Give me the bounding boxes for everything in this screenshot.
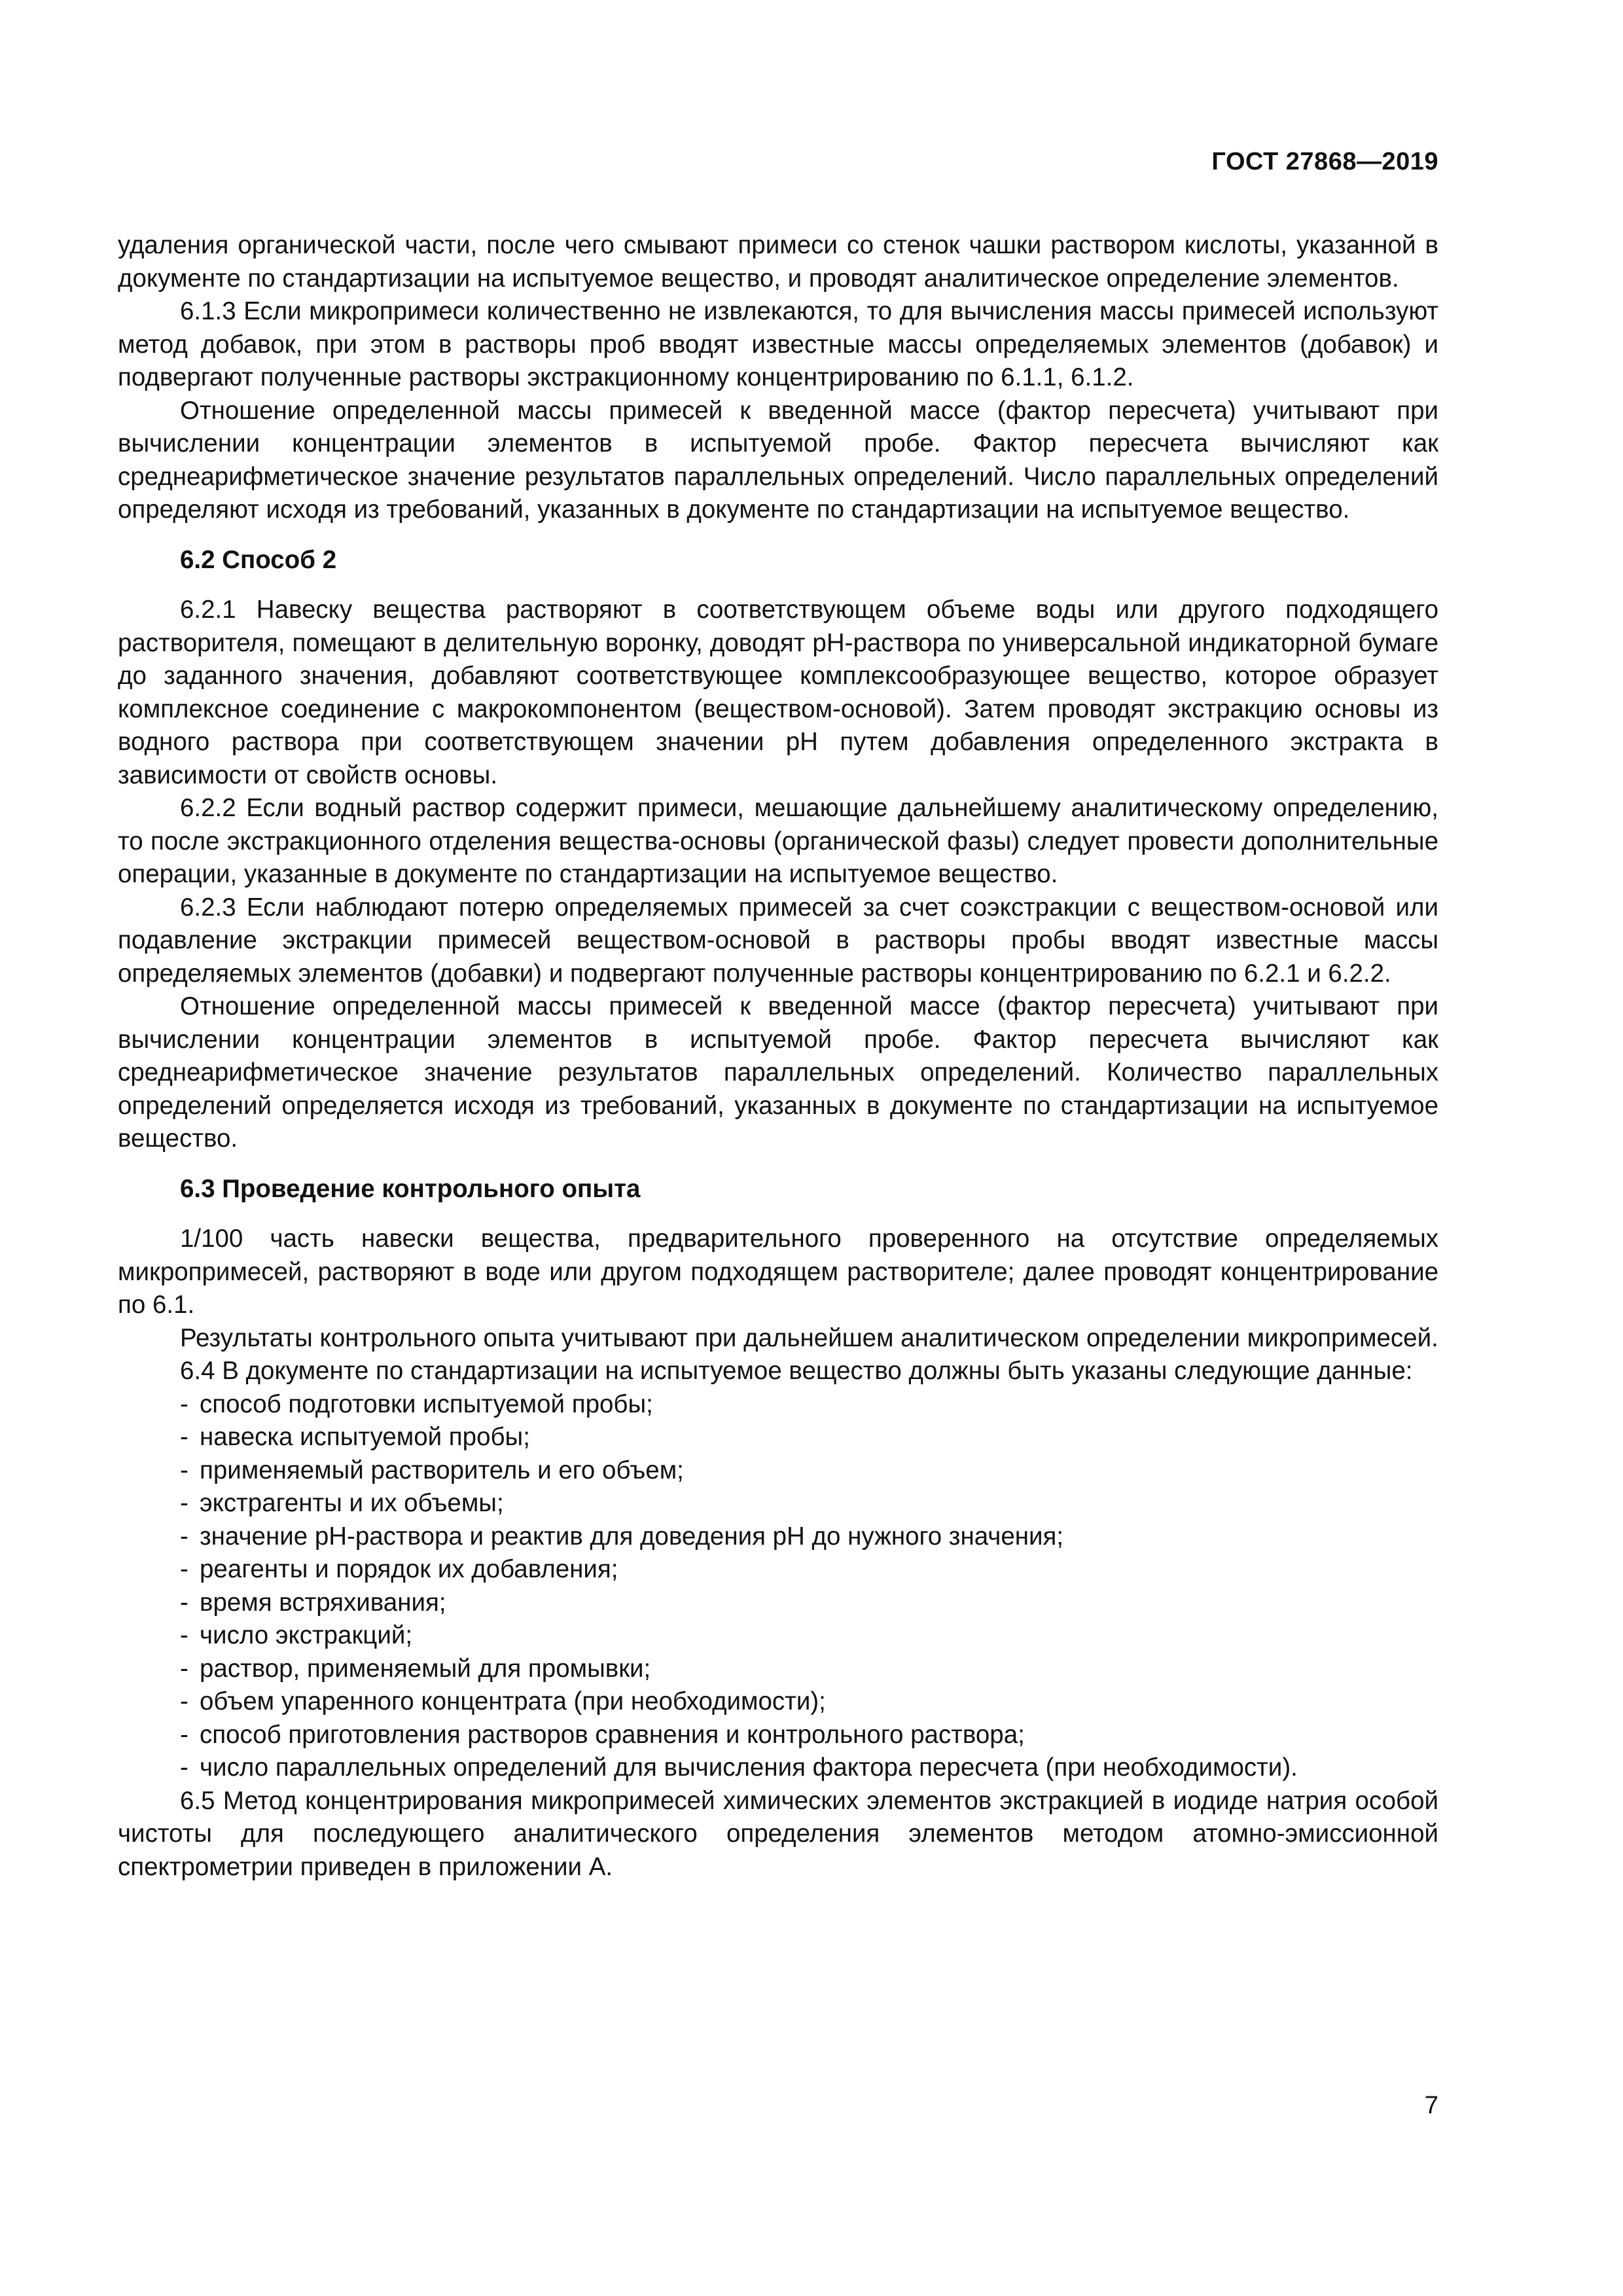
section-heading-6-2: 6.2 Способ 2 [180, 545, 337, 574]
list-item-text: навеска испытуемой пробы; [200, 1423, 530, 1451]
list-item [180, 1587, 1438, 1620]
paragraph-6-2-1: 6.2.1 Навеску вещества растворяют в соответствующем объеме воды или другого подходящего растворителя, помещают в делительную воронку, доводят pH-раствора по универсальной индикаторной бумаге до заданного значения, добавляют соответствующее комплексообразующее вещество, которое образует комплексное соединение с макрокомпонентом (веществом-основой). Затем проводят экстракцию основы из водного раствора при соответствующем значении pH путем добавления определенного экстракта в зависимости от свойств основы. [118, 596, 1438, 789]
page-number: 7 [1424, 2092, 1438, 2119]
list-item [180, 1719, 1438, 1752]
paragraph-6-3-b: Результаты контрольного опыта учитывают при дальнейшем аналитическом определении микропримесей. [180, 1323, 1438, 1352]
list-item-text: применяемый растворитель и его объем; [200, 1456, 684, 1484]
list-item-text: раствор, применяемый для промывки; [200, 1654, 651, 1683]
paragraph-6-5: 6.5 Метод концентрирования микропримесей химических элементов экстракцией в иодиде натрия особой чистоты для последующего аналитического определения элементов методом атомно-эмиссионной спектрометрии приведен в приложении А. [118, 1786, 1438, 1881]
list-item [180, 1553, 1438, 1587]
list-item-text: способ подготовки испытуемой пробы; [200, 1390, 653, 1418]
section-heading-6-3: 6.3 Проведение контрольного опыта [180, 1174, 641, 1203]
list-item-text: объем упаренного концентрата (при необходимости); [200, 1687, 826, 1715]
list-marker: - [180, 1456, 188, 1484]
list-marker: - [180, 1390, 188, 1418]
list-item-text: число параллельных определений для вычисления фактора пересчета (при необходимости). [200, 1753, 1298, 1782]
list-marker: - [180, 1753, 188, 1782]
list-item-text: реагенты и порядок их добавления; [200, 1555, 618, 1583]
list-item-text: экстрагенты и их объемы; [200, 1489, 504, 1517]
list-item-text: способ приготовления растворов сравнения и контрольного раствора; [200, 1720, 1025, 1749]
list-marker: - [180, 1654, 188, 1683]
list-item-text: число экстракций; [200, 1621, 413, 1649]
paragraph-6-2-3: 6.2.3 Если наблюдают потерю определяемых примесей за счет соэкстракции с веществом-основой или подавление экстракции примесей веществом-основой в растворы пробы вводят известные массы определяемых элементов (добавки) и подвергают полученные растворы концентрированию по 6.2.1 и 6.2.2. [118, 893, 1438, 988]
list-marker: - [180, 1555, 188, 1583]
paragraph-6-4: 6.4 В документе по стандартизации на испытуемое вещество должны быть указаны следующие данные: [180, 1357, 1413, 1385]
list-6-4-items [118, 1388, 1438, 1785]
list-item [180, 1751, 1438, 1785]
list-item [180, 1388, 1438, 1422]
list-item-text: время встряхивания; [200, 1588, 446, 1617]
paragraph-6-3-a: 1/100 часть навески вещества, предварительного проверенного на отсутствие определяемых микропримесей, растворяют в воде или другом подходящем растворителе; далее проводят концентрирование по 6.1. [118, 1225, 1438, 1319]
list-item-text: значение pH-раствора и реактив для доведения pH до нужного значения; [200, 1522, 1064, 1551]
paragraph-continued: удаления органической части, после чего смывают примеси со стенок чашки раствором кислоты, указанной в документе по стандартизации на испытуемое вещество, и проводят аналитическое определение элементов. [118, 231, 1438, 293]
list-marker: - [180, 1687, 188, 1715]
document-code: ГОСТ 27868—2019 [1211, 148, 1438, 175]
list-marker: - [180, 1588, 188, 1617]
list-item [180, 1487, 1438, 1520]
list-item [180, 1421, 1438, 1454]
list-marker: - [180, 1423, 188, 1451]
paragraph-6-1-3: 6.1.3 Если микропримеси количественно не извлекаются, то для вычисления массы примесей используют метод добавок, при этом в растворы проб вводят известные массы определяемых элементов (добавок) и подвергают полученные растворы экстракционному концентрированию по 6.1.1, 6.1.2. [118, 297, 1438, 391]
list-item [180, 1685, 1438, 1719]
paragraph-6-2-2: 6.2.2 Если водный раствор содержит примеси, мешающие дальнейшему аналитическому определению, то после экстракционного отделения вещества-основы (органической фазы) следует провести дополнительные операции, указанные в документе по стандартизации на испытуемое вещество. [118, 794, 1438, 888]
paragraph-conversion-factor-1: Отношение определенной массы примесей к введенной массе (фактор пересчета) учитывают при вычислении концентрации элементов в испытуемой пробе. Фактор пересчета вычисляют как среднеарифметическое значение результатов параллельных определений. Число параллельных определений определяют исходя из требований, указанных в документе по стандартизации на испытуемое вещество. [118, 396, 1438, 524]
paragraph-conversion-factor-2: Отношение определенной массы примесей к введенной массе (фактор пересчета) учитывают при вычислении концентрации элементов в испытуемой пробе. Фактор пересчета вычисляют как среднеарифметическое значение результатов параллельных определений. Количество параллельных определений определяется исходя из требований, указанных в документе по стандартизации на испытуемое вещество. [118, 992, 1438, 1153]
list-marker: - [180, 1720, 188, 1749]
list-marker: - [180, 1489, 188, 1517]
list-item [180, 1454, 1438, 1488]
list-marker: - [180, 1522, 188, 1551]
list-marker: - [180, 1621, 188, 1649]
list-item [180, 1520, 1438, 1554]
document-body [118, 229, 1438, 1884]
list-item [180, 1653, 1438, 1686]
list-item [180, 1619, 1438, 1653]
